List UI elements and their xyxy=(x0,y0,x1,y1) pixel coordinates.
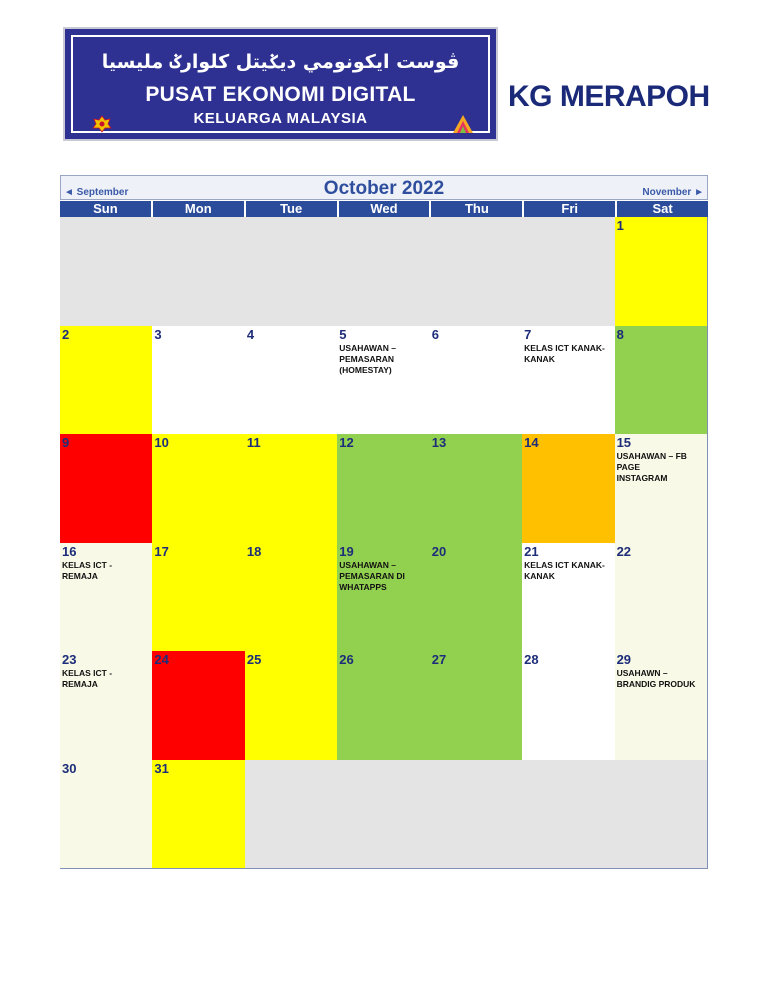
weekday-fri: Fri xyxy=(524,201,617,217)
calendar-day-28[interactable] xyxy=(522,651,615,761)
day-number: 19 xyxy=(339,543,354,559)
ped-logo-icon xyxy=(452,113,474,135)
banner-subtitle: KELUARGA MALAYSIA xyxy=(193,110,368,127)
day-number: 18 xyxy=(246,543,262,559)
calendar-day-27[interactable] xyxy=(430,651,523,761)
calendar-day-5[interactable] xyxy=(337,326,430,436)
day-number: 4 xyxy=(246,326,255,342)
day-number: 9 xyxy=(62,435,70,450)
malaysia-crest-icon xyxy=(91,115,113,133)
calendar-day-31[interactable] xyxy=(152,760,245,870)
day-number: 10 xyxy=(154,435,169,450)
weekday-header xyxy=(60,201,708,217)
day-number: 20 xyxy=(431,543,447,559)
day-number: 5 xyxy=(339,326,347,342)
day-number: 7 xyxy=(524,326,532,342)
calendar-day-12[interactable] xyxy=(337,434,430,544)
calendar-day-2[interactable] xyxy=(60,326,153,436)
calendar-day-21[interactable] xyxy=(522,543,615,653)
event-text: KELAS ICT KANAK- KANAK xyxy=(524,342,605,364)
calendar-day-24[interactable] xyxy=(152,651,245,761)
calendar-day-20[interactable] xyxy=(430,543,523,653)
calendar-day-4[interactable] xyxy=(245,326,338,436)
day-number: 28 xyxy=(524,652,539,667)
month-title: October 2022 xyxy=(323,178,445,199)
event-text: USAHAWN – BRANDIG PRODUK xyxy=(616,668,696,689)
calendar-day-11[interactable] xyxy=(245,434,338,544)
weekday-tue: Tue xyxy=(246,201,339,217)
day-number: 8 xyxy=(616,326,624,342)
day-number: 6 xyxy=(431,326,439,342)
day-number: 17 xyxy=(154,543,169,559)
calendar-day-25[interactable] xyxy=(245,651,338,761)
calendar-day-22[interactable] xyxy=(615,543,708,653)
calendar-empty-cell xyxy=(522,217,615,327)
day-number: 27 xyxy=(431,652,447,667)
day-number: 3 xyxy=(154,326,162,342)
day-number: 14 xyxy=(524,435,539,450)
location-title: KG MERAPOH xyxy=(508,80,710,113)
program-banner xyxy=(63,27,498,141)
calendar-day-14[interactable] xyxy=(522,434,615,544)
calendar-grid xyxy=(60,217,708,869)
calendar-day-26[interactable] xyxy=(337,651,430,761)
calendar-empty-cell xyxy=(430,217,523,327)
day-number: 30 xyxy=(62,760,77,776)
calendar-day-10[interactable] xyxy=(152,434,245,544)
day-number: 12 xyxy=(339,435,354,450)
weekday-sat: Sat xyxy=(617,201,708,217)
banner-jawi-title: ڤوست ايكونومي ديݢيتل كلوارݢ مليسيا xyxy=(101,51,460,73)
weekday-mon: Mon xyxy=(153,201,246,217)
day-number: 26 xyxy=(339,652,354,667)
calendar-day-19[interactable] xyxy=(337,543,430,653)
day-number: 21 xyxy=(524,543,539,559)
prev-month-link[interactable]: ◄ September xyxy=(64,187,129,198)
calendar-day-29[interactable] xyxy=(615,651,708,761)
event-text: USAHAWAN – PEMASARAN (HOMESTAY) xyxy=(339,342,396,375)
calendar-day-30[interactable] xyxy=(60,760,153,870)
event-text: USAHAWAN – PEMASARAN DI WHATAPPS xyxy=(339,559,405,592)
banner-frame xyxy=(71,35,490,133)
day-number: 15 xyxy=(616,435,632,450)
day-number: 22 xyxy=(616,543,632,559)
calendar-empty-cell xyxy=(60,217,153,327)
calendar-day-16[interactable] xyxy=(60,543,153,653)
banner-title: PUSAT EKONOMI DIGITAL xyxy=(145,83,416,106)
day-number: 24 xyxy=(154,652,169,667)
calendar-day-8[interactable] xyxy=(615,326,708,436)
calendar-empty-cell xyxy=(245,217,338,327)
day-number: 1 xyxy=(616,218,624,233)
calendar-trailing-empty xyxy=(245,760,708,870)
day-number: 29 xyxy=(616,652,632,667)
calendar-day-18[interactable] xyxy=(245,543,338,653)
day-number: 11 xyxy=(246,435,261,450)
weekday-sun: Sun xyxy=(60,201,153,217)
next-month-link[interactable]: November ► xyxy=(642,187,704,198)
calendar-day-23[interactable] xyxy=(60,651,153,761)
weekday-thu: Thu xyxy=(431,201,524,217)
day-number: 2 xyxy=(62,326,70,342)
weekday-wed: Wed xyxy=(339,201,432,217)
event-text: KELAS ICT - REMAJA xyxy=(62,559,113,581)
calendar-day-1[interactable] xyxy=(615,217,708,327)
event-text: KELAS ICT KANAK- KANAK xyxy=(524,559,605,581)
day-number: 13 xyxy=(431,435,447,450)
event-text: KELAS ICT - REMAJA xyxy=(62,668,113,689)
calendar-empty-cell xyxy=(152,217,245,327)
calendar-day-13[interactable] xyxy=(430,434,523,544)
calendar-header xyxy=(60,175,708,200)
day-number: 16 xyxy=(62,543,77,559)
calendar-day-6[interactable] xyxy=(430,326,523,436)
day-number: 23 xyxy=(62,652,77,667)
calendar xyxy=(60,175,708,869)
calendar-day-9[interactable] xyxy=(60,434,153,544)
calendar-empty-cell xyxy=(337,217,430,327)
calendar-day-15[interactable] xyxy=(615,434,708,544)
calendar-day-7[interactable] xyxy=(522,326,615,436)
day-number: 25 xyxy=(246,652,262,667)
calendar-day-17[interactable] xyxy=(152,543,245,653)
day-number: 31 xyxy=(154,760,169,776)
event-text: USAHAWAN – FB PAGE INSTAGRAM xyxy=(616,451,687,483)
calendar-day-3[interactable] xyxy=(152,326,245,436)
